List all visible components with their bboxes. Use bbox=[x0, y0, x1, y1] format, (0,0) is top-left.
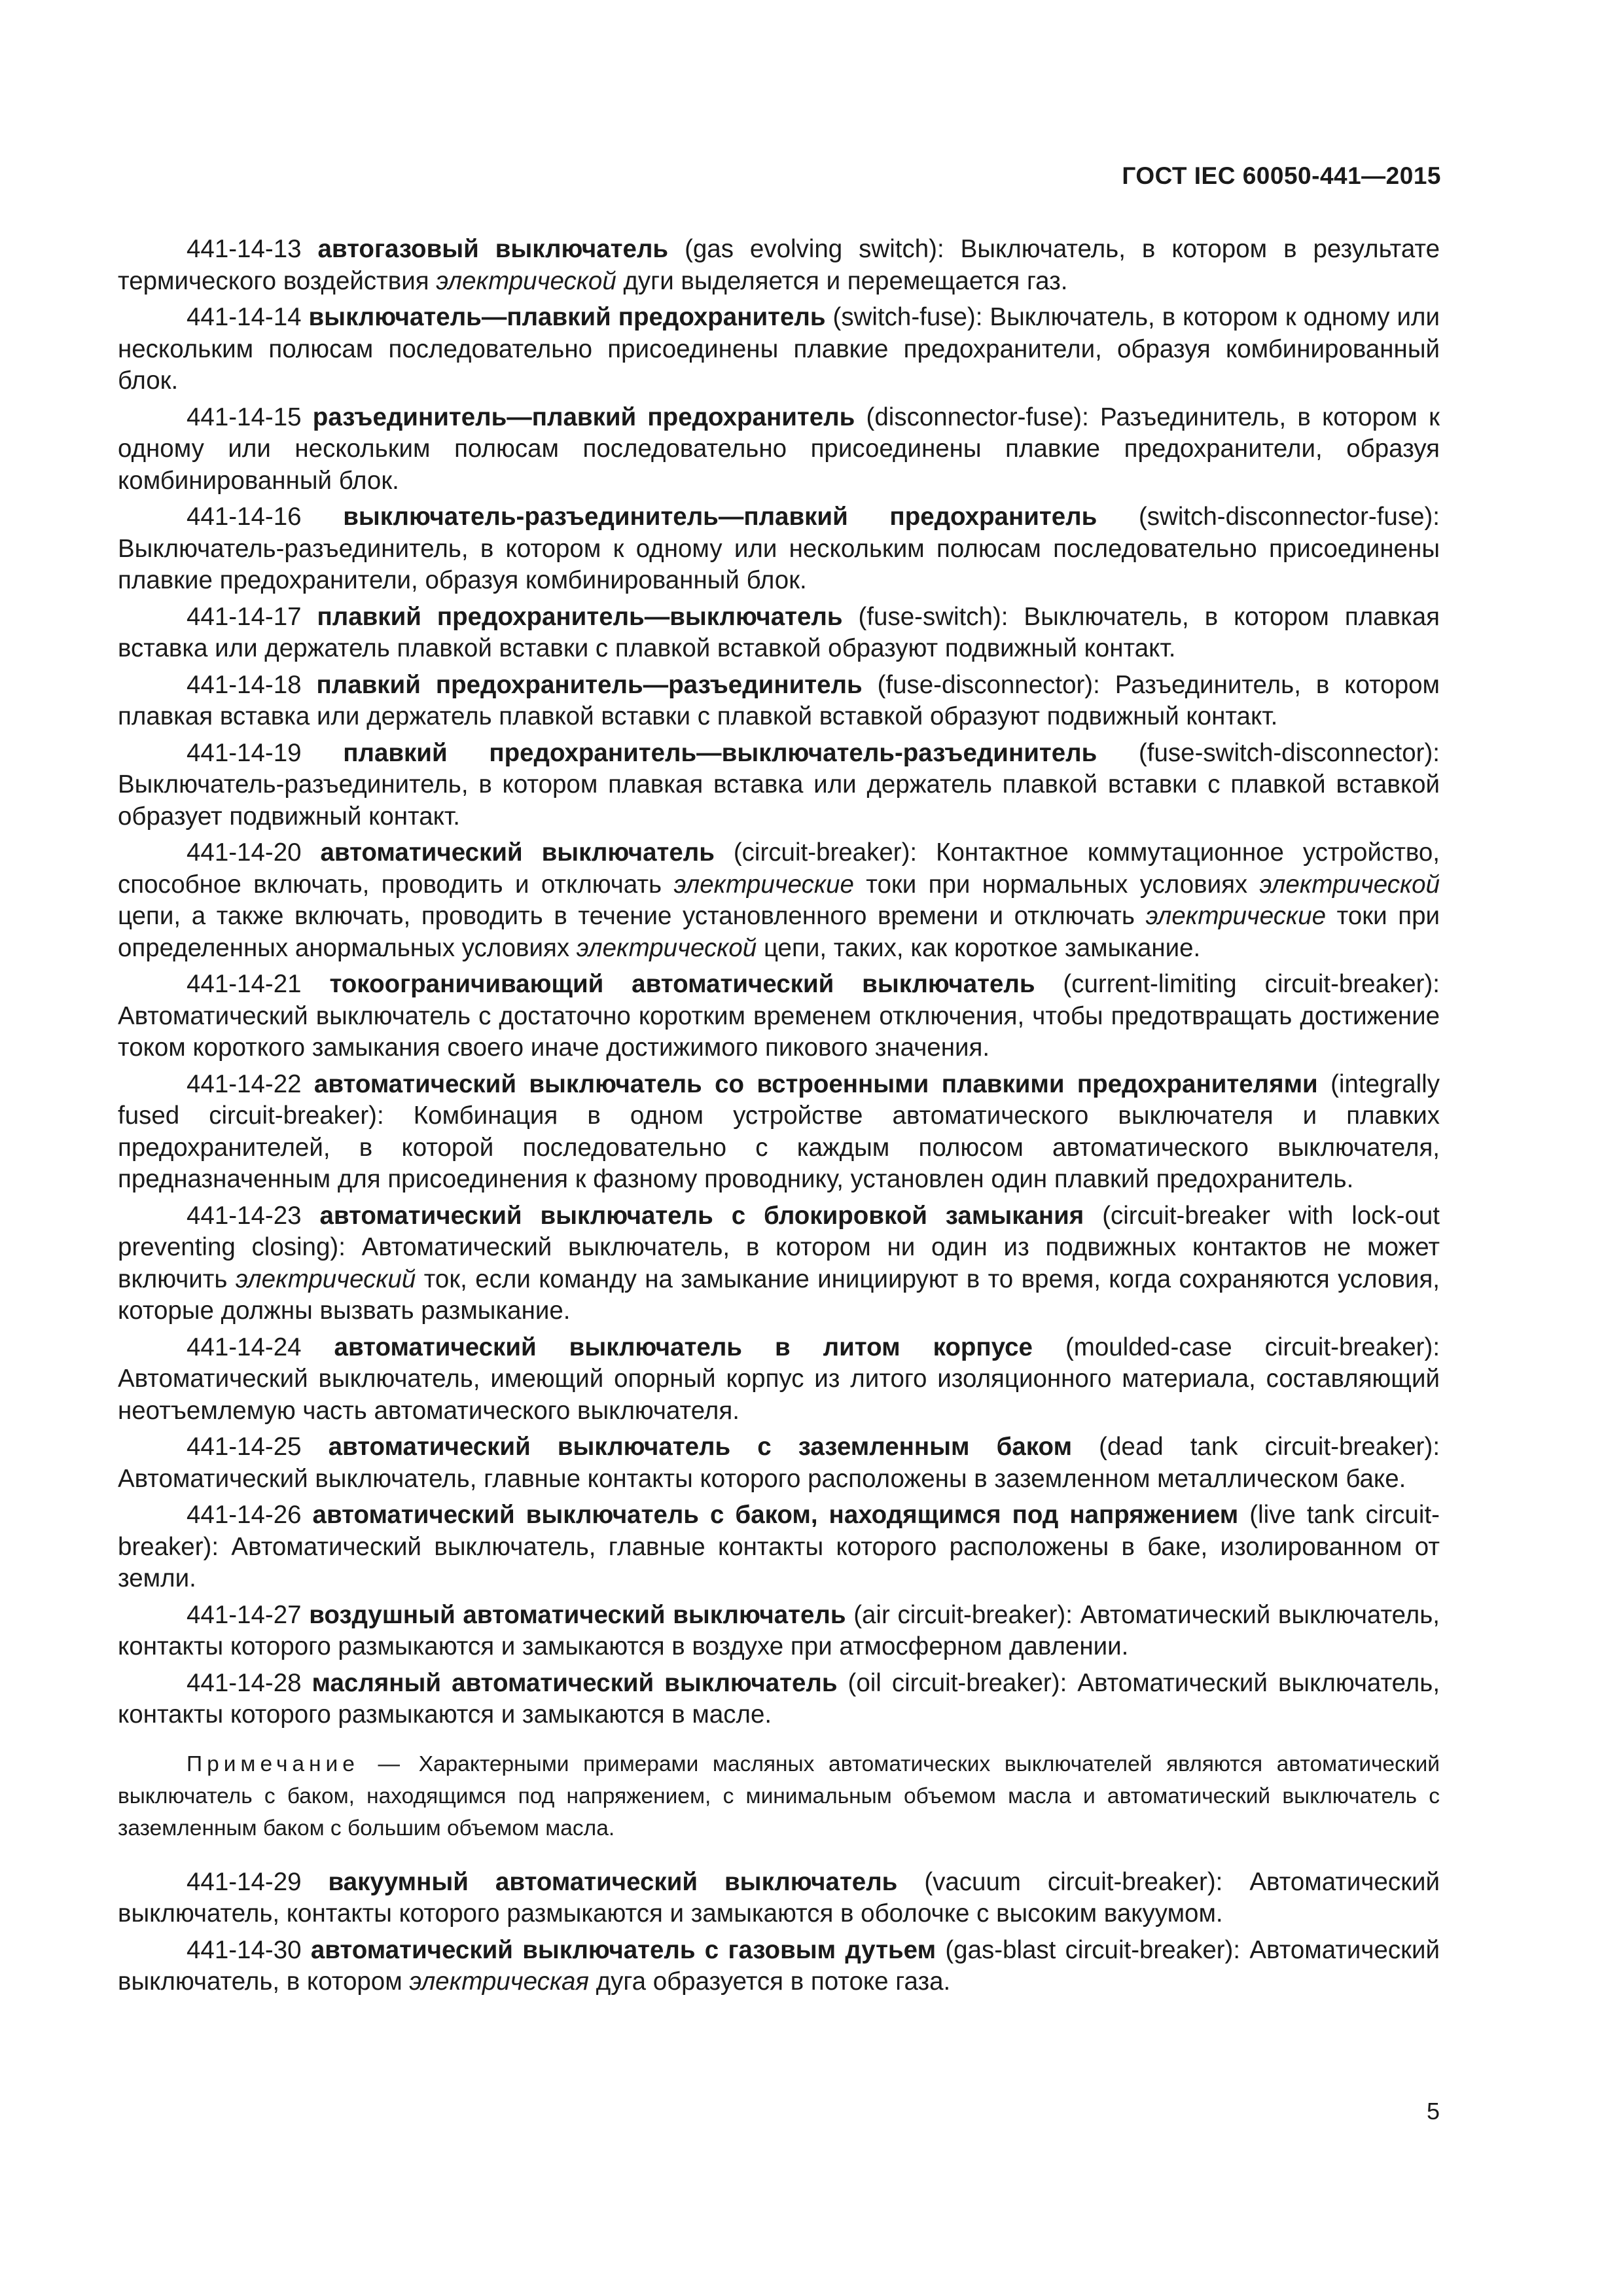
entry-term: автогазовый выключатель bbox=[317, 235, 669, 263]
entry-italic: электрической bbox=[576, 933, 757, 962]
entry-definition: Выключатель-разъединитель, в котором к одному или нескольким полюсам последовательно присоединены плавкие предохранители, образуя комбинированный блок. bbox=[118, 534, 1440, 594]
term-entry bbox=[118, 738, 1440, 833]
entry-italic: электрическая bbox=[409, 1967, 589, 1996]
term-entry bbox=[118, 969, 1440, 1064]
entry-number: 441-14-21 bbox=[187, 970, 302, 998]
entry-term: токоограничивающий автоматический выключатель bbox=[329, 970, 1035, 998]
term-entry bbox=[118, 1332, 1440, 1427]
term-entry bbox=[118, 1069, 1440, 1196]
entry-definition: Автоматический выключатель с достаточно коротким временем отключения, чтобы предотвращать достижение током короткого замыкания своего иначе достижимого пикового значения. bbox=[118, 1001, 1440, 1062]
entry-italic: электрической bbox=[1259, 870, 1440, 899]
entry-definition: Выключатель, в котором к одному или нескольким полюсам последовательно присоединены плавкие предохранители, образуя комбинированный блок. bbox=[118, 303, 1440, 395]
entry-number: 441-14-19 bbox=[187, 738, 302, 767]
term-entry bbox=[118, 670, 1440, 733]
entry-number: 441-14-24 bbox=[187, 1333, 302, 1361]
entry-number: 441-14-22 bbox=[187, 1069, 302, 1098]
term-entry bbox=[118, 1431, 1440, 1495]
entry-number: 441-14-16 bbox=[187, 503, 302, 531]
term-entry bbox=[118, 402, 1440, 497]
entry-term: вакуумный автоматический выключатель bbox=[328, 1867, 898, 1896]
entry-italic: электрические bbox=[673, 870, 854, 899]
entry-definition: Автоматический выключатель, контакты которого размыкаются и замыкаются в оболочке с высоким вакуумом. bbox=[118, 1867, 1440, 1928]
entry-number: 441-14-25 bbox=[187, 1433, 302, 1461]
entry-english: (switch-disconnector-fuse): bbox=[1138, 503, 1440, 531]
entry-english: (fuse-disconnector): bbox=[877, 670, 1100, 699]
entry-term: автоматический выключатель с баком, находящимся под напряжением bbox=[312, 1501, 1239, 1529]
entry-english: (live tank circuit-breaker): bbox=[118, 1501, 1440, 1561]
entry-term: выключатель-разъединитель—плавкий предохранитель bbox=[343, 503, 1097, 531]
entry-term: автоматический выключатель с заземленным баком bbox=[328, 1433, 1073, 1461]
entry-number: 441-14-20 bbox=[187, 838, 302, 867]
entry-definition: Автоматический выключатель, в котором ни один из подвижных контактов не может включить bbox=[118, 1233, 1440, 1293]
entry-italic: электрический bbox=[235, 1265, 416, 1293]
entry-definition-cont: дуга образуется в потоке газа. bbox=[596, 1967, 951, 1996]
term-entry bbox=[118, 601, 1440, 665]
entry-number: 441-14-13 bbox=[187, 235, 302, 263]
entry-definition: Разъединитель, в котором к одному или нескольким полюсам последовательно присоединены плавкие предохранители, образуя комбинированный блок. bbox=[118, 403, 1440, 495]
entry-number: 441-14-28 bbox=[187, 1668, 302, 1697]
entry-definition: Выключатель, в котором плавкая вставка или держатель плавкой вставки с плавкой вставкой образуют подвижный контакт. bbox=[118, 602, 1440, 662]
term-entry bbox=[118, 1668, 1440, 1731]
entry-term: автоматический выключатель со встроенными плавкими предохранителями bbox=[313, 1069, 1318, 1098]
term-entry bbox=[118, 501, 1440, 597]
entry-definition: Автоматический выключатель, контакты которого размыкаются и замыкаются в воздухе при атмосферном давлении. bbox=[118, 1600, 1440, 1660]
entry-number: 441-14-15 bbox=[187, 403, 302, 431]
entry-english: (gas evolving switch): bbox=[685, 235, 944, 263]
entry-number: 441-14-14 bbox=[187, 303, 302, 331]
entry-english: (moulded-case circuit-breaker): bbox=[1065, 1333, 1440, 1361]
term-entry bbox=[118, 837, 1440, 964]
entry-english: (disconnector-fuse): bbox=[866, 403, 1089, 431]
entry-term: разъединитель—плавкий предохранитель bbox=[312, 403, 855, 431]
entry-english: (gas-blast circuit-breaker): bbox=[945, 1935, 1241, 1964]
entry-definition-cont: цепи, а также включать, проводить в течение установленного времени и отключать bbox=[118, 902, 1135, 930]
entry-definition: Выключатель, в котором в результате термического воздействия bbox=[118, 235, 1440, 295]
term-entry bbox=[118, 1200, 1440, 1327]
entry-definition: Выключатель-разъединитель, в котором плавкая вставка или держатель плавкой вставки с плавкой вставкой образует подвижный контакт. bbox=[118, 770, 1440, 831]
page-number: 5 bbox=[1426, 2098, 1440, 2125]
entry-term: масляный автоматический выключатель bbox=[312, 1668, 838, 1697]
entry-term: воздушный автоматический выключатель bbox=[309, 1600, 846, 1629]
entry-definition: Автоматический выключатель, главные контакты которого расположены в заземленном металлическом баке. bbox=[118, 1464, 1406, 1493]
entry-term: выключатель—плавкий предохранитель bbox=[308, 303, 826, 331]
term-entry bbox=[118, 302, 1440, 397]
entry-definition: Разъединитель, в котором плавкая вставка или держатель плавкой вставки с плавкой вставкой образуют подвижный контакт. bbox=[118, 670, 1440, 730]
entry-definition: Автоматический выключатель, контакты которого размыкаются и замыкаются в масле. bbox=[118, 1668, 1440, 1729]
entry-english: (integrally fused circuit-breaker): bbox=[118, 1069, 1440, 1130]
entry-definition: Комбинация в одном устройстве автоматического выключателя и плавких предохранителей, в которой последовательно с каждым полюсом автоматического выключателя, предназначенным для присоединения к фазному проводнику, установлен один плавкий предохранитель. bbox=[118, 1102, 1440, 1193]
entry-italic: электрические bbox=[1145, 902, 1327, 930]
entry-term: автоматический выключатель с газовым дутьем bbox=[310, 1935, 936, 1964]
term-entry bbox=[118, 1935, 1440, 1998]
entry-term: автоматический выключатель bbox=[320, 838, 715, 867]
entry-english: (oil circuit-breaker): bbox=[847, 1668, 1067, 1697]
note-label: Примечание — bbox=[187, 1751, 405, 1776]
entry-english: (circuit-breaker): bbox=[733, 838, 918, 867]
entry-number: 441-14-29 bbox=[187, 1867, 302, 1896]
entry-english: (dead tank circuit-breaker): bbox=[1099, 1433, 1440, 1461]
entry-number: 441-14-30 bbox=[187, 1935, 302, 1964]
note-paragraph bbox=[118, 1748, 1440, 1844]
entry-definition-cont: цепи, таких, как короткое замыкание. bbox=[763, 933, 1201, 962]
note-text: Характерными примерами масляных автоматических выключателей являются автоматический выключатель с баком, находящимся под напряжением, с минимальным объемом масла и автоматический выключатель с заземленным баком с большим объемом масла. bbox=[118, 1751, 1440, 1840]
document-body bbox=[118, 234, 1440, 2003]
entry-definition: Контактное коммутационное устройство, способное включать, проводить и отключать bbox=[118, 838, 1440, 899]
entry-definition-cont: ток, если команду на замыкание инициируют в то время, когда сохраняются условия, которые должны вызвать размыкание. bbox=[118, 1265, 1440, 1325]
entry-english: (fuse-switch-disconnector): bbox=[1138, 738, 1440, 767]
entry-definition: Автоматический выключатель, главные контакты которого расположены в баке, изолированном от земли. bbox=[118, 1532, 1440, 1592]
entry-term: плавкий предохранитель—выключатель-разъединитель bbox=[343, 738, 1097, 767]
term-entry bbox=[118, 1600, 1440, 1663]
entry-english: (vacuum circuit-breaker): bbox=[924, 1867, 1223, 1896]
document-header: ГОСТ IEC 60050-441—2015 bbox=[1122, 162, 1441, 189]
entry-number: 441-14-27 bbox=[187, 1600, 302, 1629]
entry-english: (fuse-switch): bbox=[858, 602, 1008, 631]
entry-definition: Автоматический выключатель, в котором bbox=[118, 1935, 1440, 1996]
entry-english: (air circuit-breaker): bbox=[853, 1600, 1073, 1629]
term-entry bbox=[118, 1867, 1440, 1930]
term-entry bbox=[118, 234, 1440, 297]
entry-english: (switch-fuse): bbox=[832, 303, 983, 331]
entry-definition-cont: токи при определенных анормальных условиях bbox=[118, 902, 1440, 962]
entry-term: автоматический выключатель в литом корпусе bbox=[334, 1333, 1033, 1361]
entry-definition-cont: токи при нормальных условиях bbox=[866, 870, 1248, 899]
entry-number: 441-14-17 bbox=[187, 602, 302, 631]
entry-term: плавкий предохранитель—разъединитель bbox=[316, 670, 863, 699]
term-entry bbox=[118, 1499, 1440, 1595]
entry-term: автоматический выключатель с блокировкой замыкания bbox=[319, 1201, 1084, 1230]
entry-english: (current-limiting circuit-breaker): bbox=[1063, 970, 1440, 998]
entry-number: 441-14-23 bbox=[187, 1201, 302, 1230]
entry-italic: электрической bbox=[436, 266, 616, 295]
entry-term: плавкий предохранитель—выключатель bbox=[317, 602, 843, 631]
entry-number: 441-14-26 bbox=[187, 1501, 302, 1529]
entry-english: (circuit-breaker with lock-out preventing closing): bbox=[118, 1201, 1440, 1261]
entry-definition: Автоматический выключатель, имеющий опорный корпус из литого изоляционного материала, составляющий неотъемлемую часть автоматического выключателя. bbox=[118, 1365, 1440, 1425]
entry-definition-cont: дуги выделяется и перемещается газ. bbox=[623, 266, 1068, 295]
entry-number: 441-14-18 bbox=[187, 670, 302, 699]
